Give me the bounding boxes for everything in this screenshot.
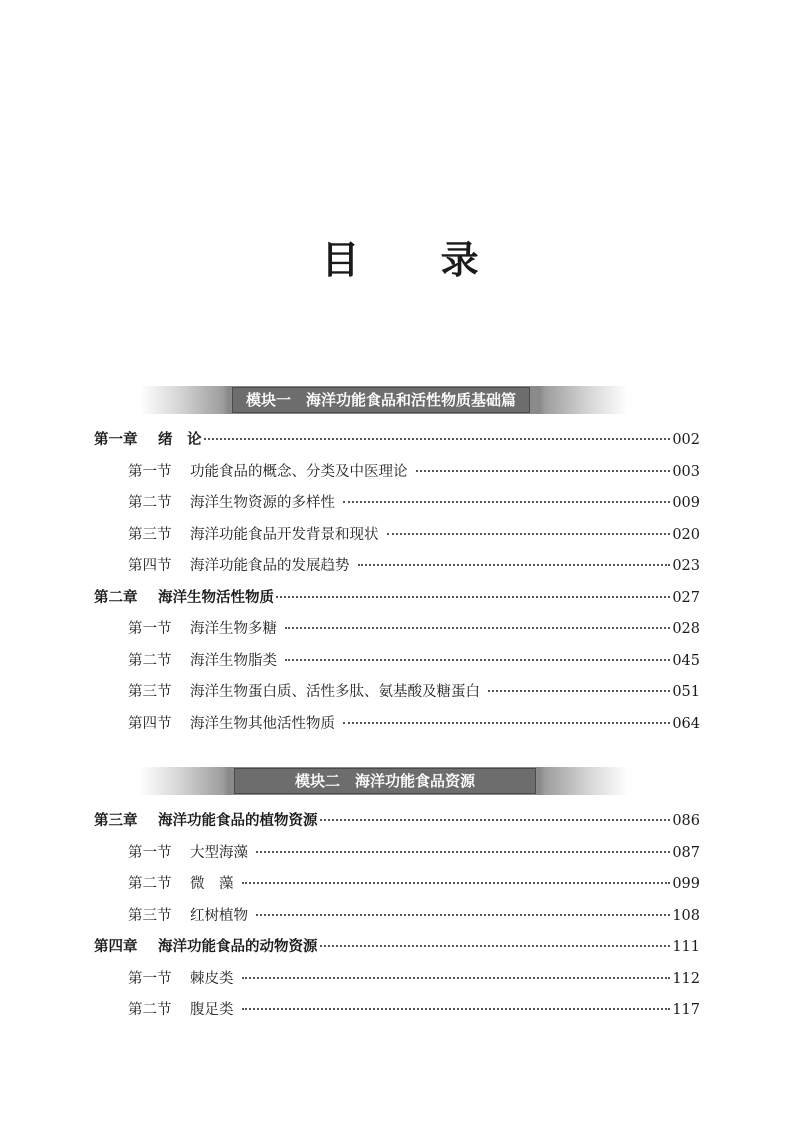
toc-section-row[interactable]: [0, 681, 800, 703]
chapter-title: 海洋功能食品的植物资源: [158, 812, 318, 829]
section-number: 第二节: [128, 1002, 172, 1018]
toc-chapter-row[interactable]: [0, 810, 800, 832]
page-number: 099: [672, 876, 700, 892]
section-title: 海洋生物其他活性物质: [190, 715, 335, 732]
page-number: 086: [672, 813, 700, 829]
toc-section-row[interactable]: [0, 555, 800, 577]
section-number: 第三节: [128, 907, 172, 924]
section-title: 海洋生物蛋白质、活性多肽、氨基酸及糖蛋白: [190, 684, 480, 700]
page-number: 027: [672, 589, 700, 606]
page-number: 111: [672, 939, 700, 955]
leader-dots: [204, 438, 671, 440]
toc-chapter-row[interactable]: [0, 429, 800, 451]
section-number: 第一节: [128, 844, 172, 861]
page-number: 023: [672, 558, 700, 574]
section-entry: [128, 555, 700, 577]
section-entry: [128, 873, 700, 895]
page-number: 112: [672, 970, 700, 987]
toc-section-row[interactable]: [0, 905, 800, 927]
section-title: 海洋生物资源的多样性: [190, 495, 335, 511]
section-entry: [128, 461, 700, 483]
toc-section-row[interactable]: [0, 492, 800, 514]
leader-dots: [387, 533, 671, 535]
section-title: 海洋功能食品开发背景和现状: [190, 526, 379, 543]
toc-section-row[interactable]: [0, 618, 800, 640]
section-entry: [128, 681, 700, 703]
section-number: 第二节: [128, 495, 172, 511]
section-entry: [128, 492, 700, 514]
page-number: 020: [672, 526, 700, 543]
section-title: 腹足类: [190, 1002, 234, 1018]
section-number: 第四节: [128, 715, 172, 732]
section-entry: [128, 842, 700, 864]
page-number: 028: [672, 621, 700, 637]
page-number: 064: [672, 715, 700, 732]
chapter-entry: [94, 810, 700, 832]
leader-dots: [320, 945, 671, 947]
page-number: 087: [672, 844, 700, 861]
toc-chapter-row[interactable]: [0, 587, 800, 609]
page-number: 117: [672, 1002, 700, 1018]
toc-section-row[interactable]: [0, 650, 800, 672]
section-title: 微 藻: [190, 876, 234, 892]
section-entry: [128, 999, 700, 1021]
section-entry: [128, 524, 700, 546]
leader-dots: [256, 914, 670, 916]
section-title: 功能食品的概念、分类及中医理论: [190, 463, 408, 480]
page-number: 002: [672, 432, 700, 448]
leader-dots: [343, 501, 670, 503]
toc-section-row[interactable]: [0, 968, 800, 990]
leader-dots: [242, 977, 671, 979]
chapter-title: 海洋生物活性物质: [158, 588, 274, 606]
leader-dots: [285, 659, 670, 661]
chapter-title: 绪 论: [158, 431, 202, 448]
leader-dots: [242, 1008, 671, 1010]
module-header-1: [140, 386, 628, 414]
leader-dots: [256, 851, 670, 853]
chapter-entry: [94, 936, 700, 958]
module-label: 模块一 海洋功能食品和活性物质基础篇: [232, 387, 530, 413]
chapter-number: 第三章: [94, 812, 138, 829]
section-title: 大型海藻: [190, 844, 248, 861]
section-number: 第三节: [128, 526, 172, 543]
section-number: 第二节: [128, 652, 172, 669]
module-header-2: [140, 767, 628, 795]
section-title: 海洋功能食品的发展趋势: [190, 558, 350, 574]
section-entry: [128, 618, 700, 640]
leader-dots: [276, 596, 670, 598]
page-number: 045: [672, 652, 700, 669]
section-number: 第四节: [128, 558, 172, 574]
chapter-number: 第二章: [94, 588, 138, 606]
toc-section-row[interactable]: [0, 524, 800, 546]
toc-chapter-row[interactable]: [0, 936, 800, 958]
section-number: 第一节: [128, 970, 172, 987]
page-number: 051: [672, 684, 700, 700]
toc-section-row[interactable]: [0, 873, 800, 895]
chapter-number: 第四章: [94, 938, 138, 955]
leader-dots: [358, 564, 671, 566]
section-entry: [128, 905, 700, 927]
toc-section-row[interactable]: [0, 842, 800, 864]
section-number: 第三节: [128, 684, 172, 700]
toc-section-row[interactable]: [0, 461, 800, 483]
section-title: 棘皮类: [190, 970, 234, 987]
section-entry: [128, 650, 700, 672]
chapter-entry: [94, 587, 700, 609]
section-title: 海洋生物多糖: [190, 621, 277, 637]
section-title: 海洋生物脂类: [190, 652, 277, 669]
leader-dots: [285, 627, 670, 629]
section-title: 红树植物: [190, 907, 248, 924]
chapter-entry: [94, 429, 700, 451]
section-number: 第一节: [128, 621, 172, 637]
toc-section-row[interactable]: [0, 999, 800, 1021]
section-entry: [128, 968, 700, 990]
page-title: 目 录: [321, 237, 513, 282]
leader-dots: [320, 819, 671, 821]
leader-dots: [242, 882, 671, 884]
section-number: 第二节: [128, 876, 172, 892]
page-number: 108: [672, 907, 700, 924]
section-number: 第一节: [128, 463, 172, 480]
page-number: 009: [672, 495, 700, 511]
leader-dots: [488, 690, 670, 692]
leader-dots: [416, 470, 671, 472]
section-entry: [128, 713, 700, 735]
chapter-title: 海洋功能食品的动物资源: [158, 938, 318, 955]
page-number: 003: [672, 463, 700, 480]
toc-section-row[interactable]: [0, 713, 800, 735]
module-label: 模块二 海洋功能食品资源: [234, 768, 536, 794]
chapter-number: 第一章: [94, 431, 138, 448]
leader-dots: [343, 722, 670, 724]
